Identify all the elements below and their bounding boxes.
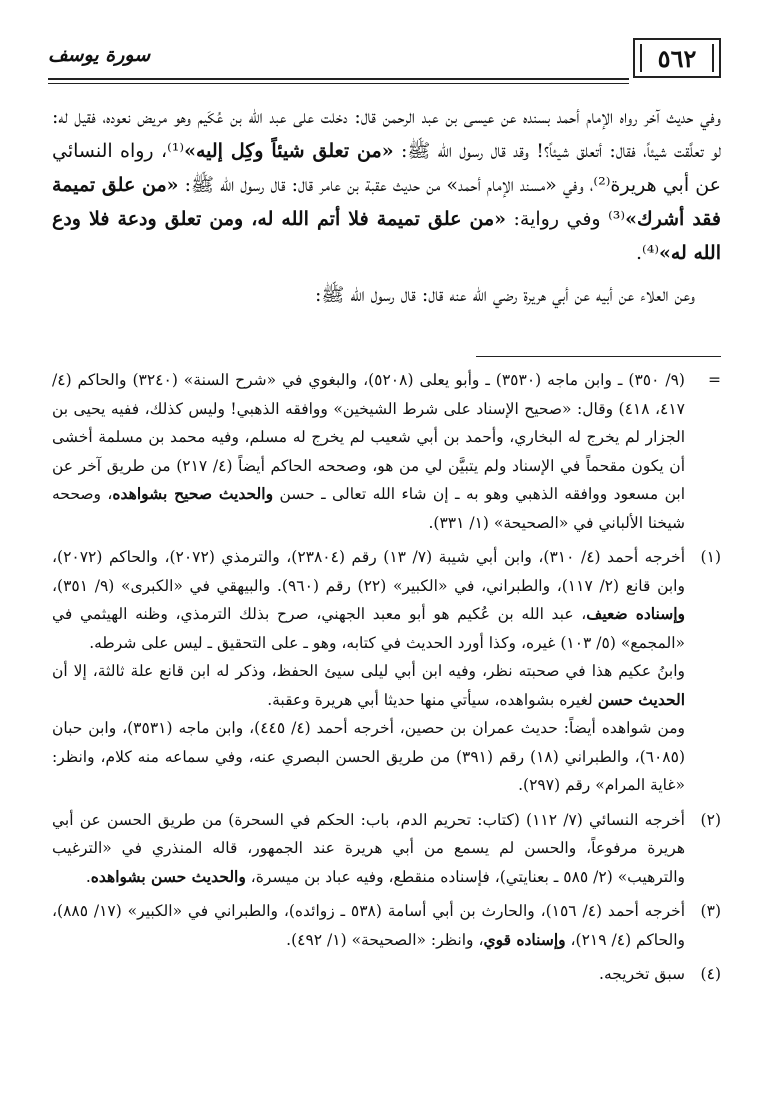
header-rule-thin [48,83,629,84]
footnote-number: (٣) [700,902,721,920]
page-number: ٥٦٢ [633,38,721,78]
text-run: ⁽³⁾ وفي رواية: [506,208,626,230]
hadith-quote: «من علق تميمة فلا أتم الله له، ومن تعلق ودعة فلا ودع الله له» [52,208,721,264]
footnote-text: أخرجه أحمد (٤/ ٣١٠)، وابن أبي شيبة (٧/ ١٣) رقم (٢٣٨٠٤)، والترمذي (٢٠٧٢)، والحاكم (٢٠٧٢)، وابن قانع (٢/ ١١٧)، والطبراني، في «الكبير» (٢٢) رقم (٩٦٠). والبيهقي في «الكبرى» (٩/ ٣٥١)، [52,548,685,595]
footnote-text: وابنُ عكيم هذا في صحبته نظر، وفيه ابن أبي ليلى سيئ الحفظ، وذكر له ابن قانع علة ثالثة، إلا أن [52,662,685,680]
footnote-text: ، وصححه شيخنا الألباني في «الصحيحة» (١/ ٣٣١). [52,485,685,532]
footnote-number: (٤) [700,965,721,983]
footnote-4 [52,960,721,989]
main-paragraph-1 [52,100,721,270]
footnote-text: (٩/ ٣٥٠) ـ وابن ماجه (٣٥٣٠) ـ وأبو يعلى (٥٢٠٨)، والبغوي في «شرح السنة» (٣٢٤٠) والحاكم (٤/ ٤١٧، ٤١٨) وقال: «صحيح الإسناد على شرط الشيخين» ووافقه الذهبي! وليس كذلك، ففيه يحيى بن الجزار لم يخرج له البخاري، وأحمد بن أبي شعيب لم يخرج له مسلم، وفيه محمد بن مسلمة أخشى أن يكون مقحماً في الإسناد ولم يتبيَّن لي من هو، وصححه الحاكم أيضاً (٤/ ٢١٧) من طريق آخر عن ابن مسعود ووافقه الذهبي وهو به ـ إن شاء الله تعالى ـ حسن [52,371,686,503]
footnote-3 [52,897,721,954]
footnote-continuation [52,366,721,537]
footnote-verdict: الحديث حسن [597,689,685,709]
footnote-number: (١) [700,548,721,566]
footnote-verdict: وإسناده ضعيف [586,604,685,623]
hadith-quote: «من علق تميمة فقد أشرك» [52,174,722,230]
surah-title: سورة يوسف [48,44,151,66]
footnote-text: لغيره بشواهده، سيأتي منها حديثا أبي هريرة وعقبة. [267,690,598,709]
footnote-text: ، وانظر: «الصحيحة» (١/ ٤٩٢). [286,930,484,949]
footnote-text: ومن شواهده أيضاً: حديث عمران بن حصين، أخرجه أحمد (٤/ ٤٤٥)، وابن ماجه (٣٥٣١)، وابن حبان (٦٠٨٥)، والطبراني (١٨) رقم (٣٩١) من طريق الحسن البصري عنه، وفي سماعه منه كلام، وانظر: «غاية المرام» رقم (٢٩٧). [52,719,685,794]
main-paragraph-2: وعن العلاء عن أبيه عن أبي هريرة رضي الله عنه قال: قال رسول الله ﷺ: [315,284,695,306]
footnote-verdict: والحديث حسن بشواهده [90,866,246,886]
main-text [52,100,721,312]
footnote-2 [52,806,721,892]
footnote-marker: = [708,371,721,389]
footnotes [52,366,721,995]
footnote-text: أخرجه أحمد (٤/ ١٥٦)، والحارث بن أبي أسامة (٥٣٨ ـ زوائده)، والطبراني في «الكبير» (١٧/ ٨٨٥)، والحاكم (٤/ ٢١٩)، [52,902,686,949]
footnote-text: أخرجه النسائي (٧/ ١١٢) (كتاب: تحريم الدم، باب: الحكم في السحرة) من طريق الحسن عن أبي هريرة مرفوعاً، والحسن لم يسمع من أبي هريرة عند الجمهور، قاله المنذري في «الترغيب والترهيب» (٢/ ٥٨٥ ـ بعنايتي)، فإسناده منقطع، وفيه عباد بن ميسرة، [52,810,685,886]
header-rule [48,78,629,80]
footnote-text: سبق تخريجه. [599,965,685,983]
footnote-verdict: وإسناده قوي [483,929,566,949]
text-run: ⁽⁴⁾. [635,242,659,264]
footnote-text: . [85,867,91,886]
page-header [48,30,721,90]
hadith-quote: «من تعلق شيئاً وكِل إليه» [184,140,394,162]
text-run: ⁽¹⁾، رواه النسائي عن أبي هريرة⁽²⁾، وفي «مسند الإمام أحمد» من حديث عقبة بن عامر قال: قال رسول الله ﷺ: [52,140,721,196]
footnote-1 [52,543,721,800]
footnote-separator [476,356,721,357]
text-run: وفي حديث آخر رواه الإمام أحمد بسنده عن عيسى بن عبد الرحمن قال: دخلت على عبد الله بن عُكَيم وهو مريض نعوده، فقيل له: لو تعلَّقت شيئاً، فقال: أتعلق شيئاً؟! وقد قال رسول الله ﷺ: [52,106,721,162]
footnote-text: ، عبد الله بن عُكيم هو أبو معبد الجهني، صرح بذلك الترمذي، وظنه الهيثمي في «المجمع» (٥/ ١٠٣) غيره، وكذا أورد الحديث في كتابه، وهو ـ على التحقيق ـ ليس على شرطه. [52,605,685,652]
footnote-verdict: والحديث صحيح بشواهده [112,484,274,503]
footnote-number: (٢) [700,810,721,829]
